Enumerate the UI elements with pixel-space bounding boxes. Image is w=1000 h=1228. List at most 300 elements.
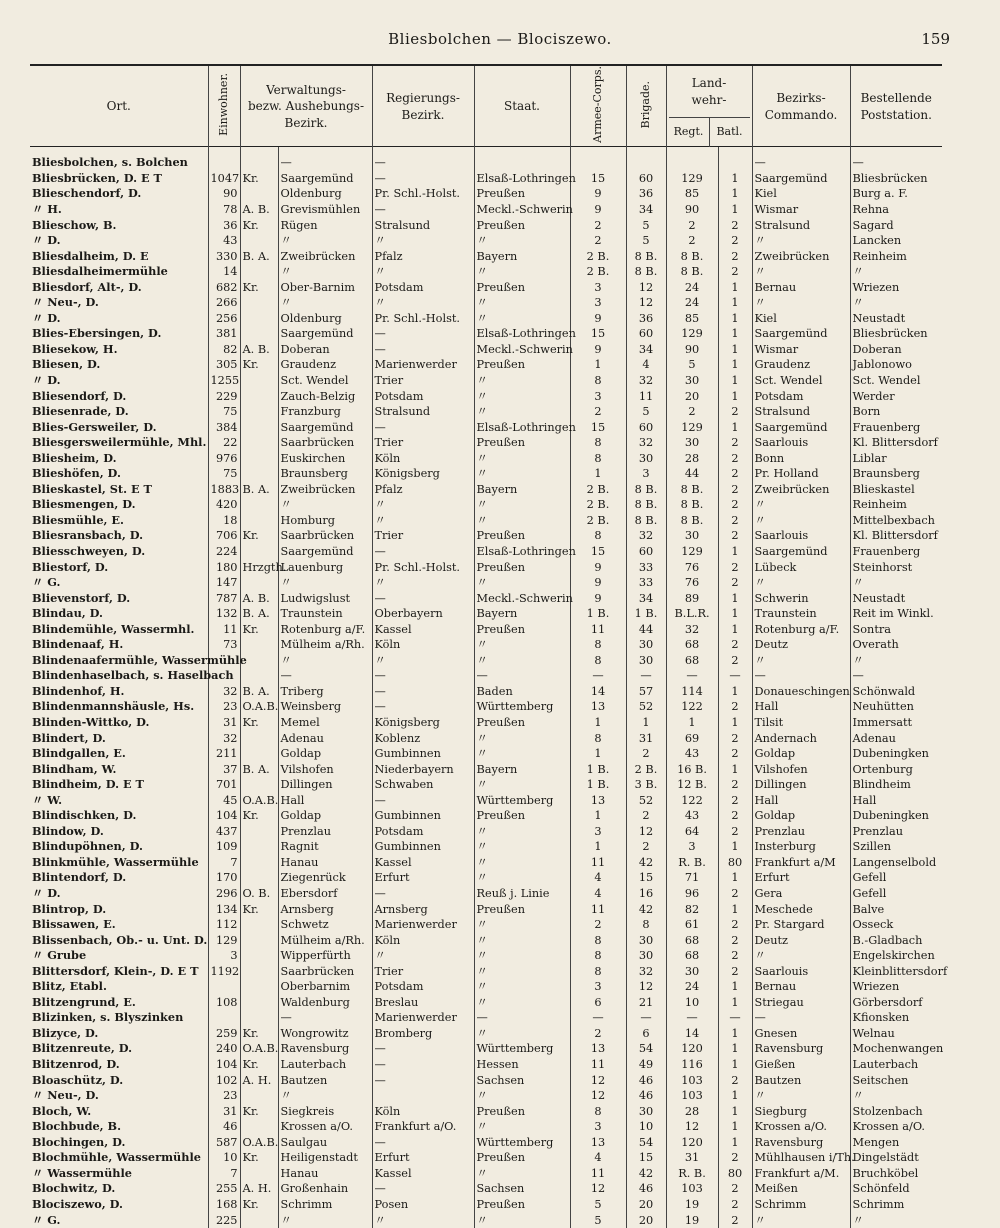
- cell-einwohner: 240: [208, 1041, 240, 1057]
- cell-armee-corps: 12: [570, 1181, 626, 1197]
- cell-brigade: 2: [626, 746, 666, 762]
- cell-verwaltung-type: O.A.B.: [240, 792, 278, 808]
- cell-staat: Elsaß-Lothringen: [474, 326, 570, 342]
- cell-verwaltung-type: [240, 839, 278, 855]
- col-post: Bestellende Poststation.: [860, 91, 932, 122]
- cell-armee-corps: 14: [570, 684, 626, 700]
- cell-verwaltung-bezirk: Braunsberg: [278, 466, 372, 482]
- cell-regierung: —: [372, 1135, 474, 1151]
- cell-staat: 〃: [474, 963, 570, 979]
- cell-staat: 〃: [474, 264, 570, 280]
- cell-post: Neustadt: [852, 311, 906, 325]
- cell-regierung: Gumbinnen: [372, 839, 474, 855]
- table-row: [30, 1166, 942, 1182]
- cell-verwaltung-type: Kr.: [240, 357, 278, 373]
- gazetteer-rows: [30, 147, 948, 1228]
- cell-staat: Preußen: [474, 559, 570, 575]
- cell-brigade: 52: [626, 699, 666, 715]
- cell-armee-corps: 1 B.: [570, 761, 626, 777]
- cell-einwohner: 1047: [208, 171, 240, 187]
- cell-verwaltung-bezirk: —: [278, 147, 372, 171]
- cell-armee-corps: 4: [570, 886, 626, 902]
- cell-kommando: Saargemünd: [752, 326, 850, 342]
- cell-regt: 8 B.: [666, 497, 718, 513]
- cell-regt: —: [666, 1010, 718, 1026]
- cell-verwaltung-type: B. A.: [240, 606, 278, 622]
- cell-brigade: 32: [626, 435, 666, 451]
- cell-brigade: 52: [626, 792, 666, 808]
- cell-batl: —: [718, 1010, 752, 1026]
- cell-regierung: Pr. Schl.-Holst.: [372, 311, 474, 327]
- cell-einwohner: 82: [208, 342, 240, 358]
- cell-armee-corps: 11: [570, 855, 626, 871]
- cell-verwaltung-type: [240, 450, 278, 466]
- cell-einwohner: 43: [208, 233, 240, 249]
- cell-einwohner: 10: [208, 1150, 240, 1166]
- cell-einwohner: 224: [208, 544, 240, 560]
- cell-verwaltung-bezirk: —: [278, 668, 372, 684]
- cell-verwaltung-bezirk: Krossen a/O.: [278, 1119, 372, 1135]
- cell-kommando: Pr. Stargard: [752, 917, 850, 933]
- cell-kommando: Zweibrücken: [752, 248, 850, 264]
- cell-verwaltung-type: A. H.: [240, 1072, 278, 1088]
- cell-staat: Baden: [474, 684, 570, 700]
- cell-armee-corps: 2 B.: [570, 513, 626, 529]
- cell-ort: Blitzengrund, E.: [30, 995, 208, 1011]
- cell-post: Welnau: [852, 1026, 895, 1040]
- cell-regierung: —: [372, 147, 474, 171]
- cell-brigade: 1 B.: [626, 606, 666, 622]
- cell-staat: Sachsen: [474, 1072, 570, 1088]
- cell-verwaltung-type: [240, 264, 278, 280]
- cell-batl: 2: [718, 730, 752, 746]
- cell-ort: Blitz, Etabl.: [30, 979, 208, 995]
- cell-post: Szillen: [852, 840, 891, 854]
- cell-brigade: 32: [626, 528, 666, 544]
- cell-armee-corps: 8: [570, 373, 626, 389]
- cell-regierung: —: [372, 886, 474, 902]
- cell-regt: 85: [666, 311, 718, 327]
- cell-regt: 43: [666, 746, 718, 762]
- cell-brigade: 8: [626, 917, 666, 933]
- cell-regt: [666, 147, 718, 171]
- cell-verwaltung-type: [240, 1212, 278, 1228]
- cell-verwaltung-bezirk: Saargemünd: [278, 171, 372, 187]
- table-row: [30, 528, 942, 544]
- cell-post: Balve: [852, 902, 885, 916]
- cell-verwaltung-type: O.A.B.: [240, 699, 278, 715]
- table-row: [30, 979, 942, 995]
- cell-verwaltung-bezirk: 〃: [278, 295, 372, 311]
- table-row: [30, 482, 942, 498]
- cell-verwaltung-type: [240, 932, 278, 948]
- cell-verwaltung-type: B. A.: [240, 761, 278, 777]
- cell-verwaltung-type: [240, 1119, 278, 1135]
- cell-regt: 8 B.: [666, 264, 718, 280]
- cell-batl: 2: [718, 746, 752, 762]
- cell-armee-corps: 11: [570, 1166, 626, 1182]
- cell-verwaltung-type: [240, 497, 278, 513]
- cell-post: Dingelstädt: [852, 1151, 919, 1165]
- cell-armee-corps: 3: [570, 979, 626, 995]
- cell-verwaltung-bezirk: Vilshofen: [278, 761, 372, 777]
- cell-kommando: Andernach: [752, 730, 850, 746]
- cell-post: Immersatt: [852, 716, 913, 729]
- cell-staat: 〃: [474, 1088, 570, 1104]
- table-row: [30, 901, 942, 917]
- cell-verwaltung-type: [240, 637, 278, 653]
- cell-ort: Bliesransbach, D.: [30, 528, 208, 544]
- table-row: [30, 217, 942, 233]
- cell-verwaltung-bezirk: 〃: [278, 1088, 372, 1104]
- cell-kommando: Krossen a/O.: [752, 1119, 850, 1135]
- cell-armee-corps: 3: [570, 295, 626, 311]
- table-row: [30, 699, 942, 715]
- cell-regierung: —: [372, 202, 474, 218]
- cell-regierung: Bromberg: [372, 1026, 474, 1042]
- table-row: [30, 746, 942, 762]
- cell-kommando: Hall: [752, 792, 850, 808]
- cell-verwaltung-type: [240, 730, 278, 746]
- cell-regt: 69: [666, 730, 718, 746]
- cell-regierung: Potsdam: [372, 388, 474, 404]
- cell-kommando: Schwerin: [752, 590, 850, 606]
- cell-regt: R. B.: [666, 1166, 718, 1182]
- cell-einwohner: 32: [208, 684, 240, 700]
- cell-einwohner: 108: [208, 995, 240, 1011]
- cell-kommando: Gnesen: [752, 1026, 850, 1042]
- cell-verwaltung-type: [240, 311, 278, 327]
- cell-ort: Bliesekow, H.: [30, 342, 208, 358]
- cell-kommando: Insterburg: [752, 839, 850, 855]
- cell-kommando: —: [752, 147, 850, 171]
- cell-verwaltung-bezirk: Hanau: [278, 1166, 372, 1182]
- cell-regierung: Erfurt: [372, 1150, 474, 1166]
- cell-verwaltung-bezirk: Hall: [278, 792, 372, 808]
- cell-verwaltung-type: Hrzgth.: [240, 559, 278, 575]
- cell-brigade: —: [626, 1010, 666, 1026]
- cell-post: Lauterbach: [852, 1058, 919, 1072]
- cell-einwohner: 32: [208, 730, 240, 746]
- cell-verwaltung-type: [240, 824, 278, 840]
- cell-regt: 19: [666, 1212, 718, 1228]
- cell-armee-corps: 8: [570, 637, 626, 653]
- cell-staat: 〃: [474, 466, 570, 482]
- cell-verwaltung-type: [240, 373, 278, 389]
- cell-verwaltung-bezirk: Saargemünd: [278, 544, 372, 560]
- cell-einwohner: 682: [208, 279, 240, 295]
- cell-regierung: —: [372, 342, 474, 358]
- cell-armee-corps: 8: [570, 1103, 626, 1119]
- cell-einwohner: 420: [208, 497, 240, 513]
- cell-verwaltung-bezirk: Lauterbach: [278, 1057, 372, 1073]
- cell-einwohner: [208, 1010, 240, 1026]
- cell-regierung: Gumbinnen: [372, 746, 474, 762]
- cell-kommando: Traunstein: [752, 606, 850, 622]
- cell-regierung: Pfalz: [372, 482, 474, 498]
- cell-verwaltung-type: [240, 435, 278, 451]
- cell-kommando: Frankfurt a/M.: [752, 1166, 850, 1182]
- cell-einwohner: 90: [208, 186, 240, 202]
- cell-batl: 1: [718, 715, 752, 731]
- cell-einwohner: 1192: [208, 963, 240, 979]
- cell-staat: 〃: [474, 1212, 570, 1228]
- cell-staat: Bayern: [474, 606, 570, 622]
- cell-batl: 1: [718, 901, 752, 917]
- cell-einwohner: 255: [208, 1181, 240, 1197]
- cell-regt: 12 B.: [666, 777, 718, 793]
- cell-post: Schönwald: [852, 684, 916, 698]
- cell-kommando: Bernau: [752, 979, 850, 995]
- cell-regierung: Köln: [372, 637, 474, 653]
- cell-ort: Blittersdorf, Klein-, D. E T: [30, 963, 208, 979]
- cell-batl: 2: [718, 450, 752, 466]
- cell-batl: 1: [718, 1119, 752, 1135]
- cell-verwaltung-bezirk: Euskirchen: [278, 450, 372, 466]
- table-row: [30, 1150, 942, 1166]
- cell-regierung: 〃: [372, 1212, 474, 1228]
- col-armee-corps: [570, 66, 626, 147]
- cell-brigade: 31: [626, 730, 666, 746]
- cell-regt: 82: [666, 901, 718, 917]
- cell-armee-corps: 1 B.: [570, 777, 626, 793]
- cell-regt: 68: [666, 653, 718, 669]
- cell-staat: 〃: [474, 653, 570, 669]
- cell-armee-corps: 2 B.: [570, 248, 626, 264]
- cell-verwaltung-type: [240, 575, 278, 591]
- cell-regt: 10: [666, 995, 718, 1011]
- cell-einwohner: 225: [208, 1212, 240, 1228]
- cell-kommando: Gera: [752, 886, 850, 902]
- cell-batl: 2: [718, 1212, 752, 1228]
- cell-verwaltung-bezirk: Saargemünd: [278, 419, 372, 435]
- cell-post: —: [852, 156, 864, 170]
- cell-verwaltung-bezirk: Dillingen: [278, 777, 372, 793]
- cell-regt: 8 B.: [666, 513, 718, 529]
- cell-verwaltung-type: [240, 186, 278, 202]
- cell-regierung: Erfurt: [372, 870, 474, 886]
- cell-verwaltung-type: Kr.: [240, 528, 278, 544]
- cell-kommando: Potsdam: [752, 388, 850, 404]
- cell-einwohner: 381: [208, 326, 240, 342]
- cell-regierung: [372, 1088, 474, 1104]
- cell-armee-corps: 11: [570, 1057, 626, 1073]
- cell-kommando: Kiel: [752, 186, 850, 202]
- cell-batl: 1: [718, 1057, 752, 1073]
- cell-brigade: 30: [626, 948, 666, 964]
- cell-armee-corps: 2: [570, 917, 626, 933]
- cell-batl: 2: [718, 963, 752, 979]
- cell-batl: 2: [718, 404, 752, 420]
- cell-batl: 1: [718, 544, 752, 560]
- cell-kommando: 〃: [752, 575, 850, 591]
- cell-regierung: Trier: [372, 963, 474, 979]
- cell-regt: 28: [666, 1103, 718, 1119]
- cell-post: Werder: [852, 389, 895, 403]
- cell-verwaltung-bezirk: Goldap: [278, 746, 372, 762]
- table-row: [30, 1197, 942, 1213]
- cell-regierung: Schwaben: [372, 777, 474, 793]
- cell-verwaltung-type: [240, 855, 278, 871]
- cell-verwaltung-bezirk: Schwetz: [278, 917, 372, 933]
- cell-brigade: 3: [626, 466, 666, 482]
- cell-kommando: Ravensburg: [752, 1135, 850, 1151]
- cell-einwohner: 22: [208, 435, 240, 451]
- cell-kommando: Graudenz: [752, 357, 850, 373]
- cell-post: Steinhorst: [852, 560, 913, 574]
- cell-ort: 〃 G.: [30, 575, 208, 591]
- cell-post: Kleinblittersdorf: [852, 964, 948, 978]
- cell-regt: 116: [666, 1057, 718, 1073]
- cell-ort: Bliesmühle, E.: [30, 513, 208, 529]
- table-row: [30, 466, 942, 482]
- cell-brigade: 60: [626, 544, 666, 560]
- cell-regt: 103: [666, 1088, 718, 1104]
- cell-regierung: 〃: [372, 497, 474, 513]
- table-row: [30, 419, 942, 435]
- page-number: 159: [921, 30, 950, 48]
- cell-post: Blieskastel: [852, 482, 915, 496]
- cell-ort: 〃 D.: [30, 233, 208, 249]
- cell-brigade: 5: [626, 233, 666, 249]
- table-row: [30, 311, 942, 327]
- cell-ort: Bliesdalheimermühle: [30, 264, 208, 280]
- table-row: [30, 497, 942, 513]
- cell-batl: 1: [718, 995, 752, 1011]
- cell-staat: Meckl.-Schwerin: [474, 590, 570, 606]
- cell-batl: 2: [718, 932, 752, 948]
- cell-post: 〃: [852, 296, 864, 310]
- col-verwaltung-type: Verwaltungs-: [266, 83, 346, 98]
- cell-regierung: Köln: [372, 1103, 474, 1119]
- cell-kommando: Lübeck: [752, 559, 850, 575]
- cell-staat: 〃: [474, 1026, 570, 1042]
- cell-regt: 120: [666, 1041, 718, 1057]
- cell-batl: 2: [718, 497, 752, 513]
- cell-verwaltung-bezirk: Saulgau: [278, 1135, 372, 1151]
- cell-ort: Blindow, D.: [30, 824, 208, 840]
- cell-kommando: Goldap: [752, 746, 850, 762]
- table-row: [30, 839, 942, 855]
- cell-post: Bruchköbel: [852, 1166, 919, 1180]
- table-row: [30, 357, 942, 373]
- cell-verwaltung-bezirk: Mülheim a/Rh.: [278, 637, 372, 653]
- cell-ort: Blindenaaf, H.: [30, 637, 208, 653]
- cell-batl: 2: [718, 792, 752, 808]
- cell-staat: Württemberg: [474, 699, 570, 715]
- cell-armee-corps: 9: [570, 342, 626, 358]
- cell-kommando: Mühlhausen i/Th.: [752, 1150, 850, 1166]
- cell-regierung: Köln: [372, 932, 474, 948]
- cell-brigade: 42: [626, 1166, 666, 1182]
- cell-post: Reit im Winkl.: [852, 607, 934, 621]
- cell-brigade: 57: [626, 684, 666, 700]
- cell-einwohner: 104: [208, 808, 240, 824]
- cell-ort: Blindham, W.: [30, 761, 208, 777]
- table-row: [30, 388, 942, 404]
- cell-regt: 24: [666, 295, 718, 311]
- cell-armee-corps: 9: [570, 186, 626, 202]
- cell-einwohner: 73: [208, 637, 240, 653]
- cell-regierung: 〃: [372, 295, 474, 311]
- cell-regierung: Trier: [372, 528, 474, 544]
- cell-post: Mittelbexbach: [852, 513, 935, 527]
- cell-staat: 〃: [474, 995, 570, 1011]
- cell-regierung: 〃: [372, 948, 474, 964]
- cell-brigade: 30: [626, 653, 666, 669]
- cell-regierung: Breslau: [372, 995, 474, 1011]
- cell-brigade: 21: [626, 995, 666, 1011]
- cell-einwohner: 14: [208, 264, 240, 280]
- cell-ort: 〃 D.: [30, 886, 208, 902]
- cell-ort: Bliesmengen, D.: [30, 497, 208, 513]
- cell-verwaltung-bezirk: Saarbrücken: [278, 963, 372, 979]
- cell-staat: —: [474, 668, 570, 684]
- cell-verwaltung-bezirk: Heiligenstadt: [278, 1150, 372, 1166]
- table-row: [30, 824, 942, 840]
- cell-staat: Preußen: [474, 217, 570, 233]
- cell-regierung: Pr. Schl.-Holst.: [372, 186, 474, 202]
- cell-brigade: 2 B.: [626, 761, 666, 777]
- table-row: [30, 1088, 942, 1104]
- cell-staat: Preußen: [474, 357, 570, 373]
- cell-brigade: 30: [626, 1103, 666, 1119]
- cell-staat: —: [474, 1010, 570, 1026]
- cell-kommando: Gießen: [752, 1057, 850, 1073]
- cell-verwaltung-type: [240, 668, 278, 684]
- cell-batl: 1: [718, 590, 752, 606]
- cell-brigade: 10: [626, 1119, 666, 1135]
- cell-post: Burg a. F.: [852, 187, 908, 201]
- cell-regierung: —: [372, 590, 474, 606]
- cell-verwaltung-bezirk: Oldenburg: [278, 186, 372, 202]
- cell-verwaltung-bezirk: Mülheim a/Rh.: [278, 932, 372, 948]
- cell-staat: 〃: [474, 730, 570, 746]
- cell-batl: 1: [718, 979, 752, 995]
- cell-post: 〃: [852, 653, 864, 667]
- cell-armee-corps: 2: [570, 404, 626, 420]
- cell-einwohner: 259: [208, 1026, 240, 1042]
- cell-staat: 〃: [474, 1119, 570, 1135]
- cell-regt: 32: [666, 621, 718, 637]
- cell-verwaltung-bezirk: Oldenburg: [278, 311, 372, 327]
- cell-ort: 〃 D.: [30, 311, 208, 327]
- cell-batl: 1: [718, 373, 752, 389]
- cell-staat: Hessen: [474, 1057, 570, 1073]
- cell-armee-corps: 4: [570, 1150, 626, 1166]
- cell-einwohner: 129: [208, 932, 240, 948]
- cell-regierung: 〃: [372, 264, 474, 280]
- cell-batl: 2: [718, 248, 752, 264]
- cell-verwaltung-bezirk: Memel: [278, 715, 372, 731]
- cell-verwaltung-bezirk: Oberbarnim: [278, 979, 372, 995]
- cell-ort: Blochingen, D.: [30, 1135, 208, 1151]
- cell-ort: Blinkmühle, Wassermühle: [30, 855, 208, 871]
- cell-regt: 2: [666, 233, 718, 249]
- cell-regt: 31: [666, 1150, 718, 1166]
- cell-staat: 〃: [474, 450, 570, 466]
- cell-post: Kl. Blittersdorf: [852, 436, 938, 450]
- cell-einwohner: 211: [208, 746, 240, 762]
- cell-kommando: Dillingen: [752, 777, 850, 793]
- cell-verwaltung-bezirk: Ravensburg: [278, 1041, 372, 1057]
- cell-ort: Bliesgersweilermühle, Mhl.: [32, 435, 207, 450]
- cell-armee-corps: 5: [570, 1212, 626, 1228]
- cell-post: 〃: [852, 1213, 864, 1227]
- cell-regt: 120: [666, 1135, 718, 1151]
- cell-brigade: 32: [626, 963, 666, 979]
- cell-ort: Blintrop, D.: [30, 901, 208, 917]
